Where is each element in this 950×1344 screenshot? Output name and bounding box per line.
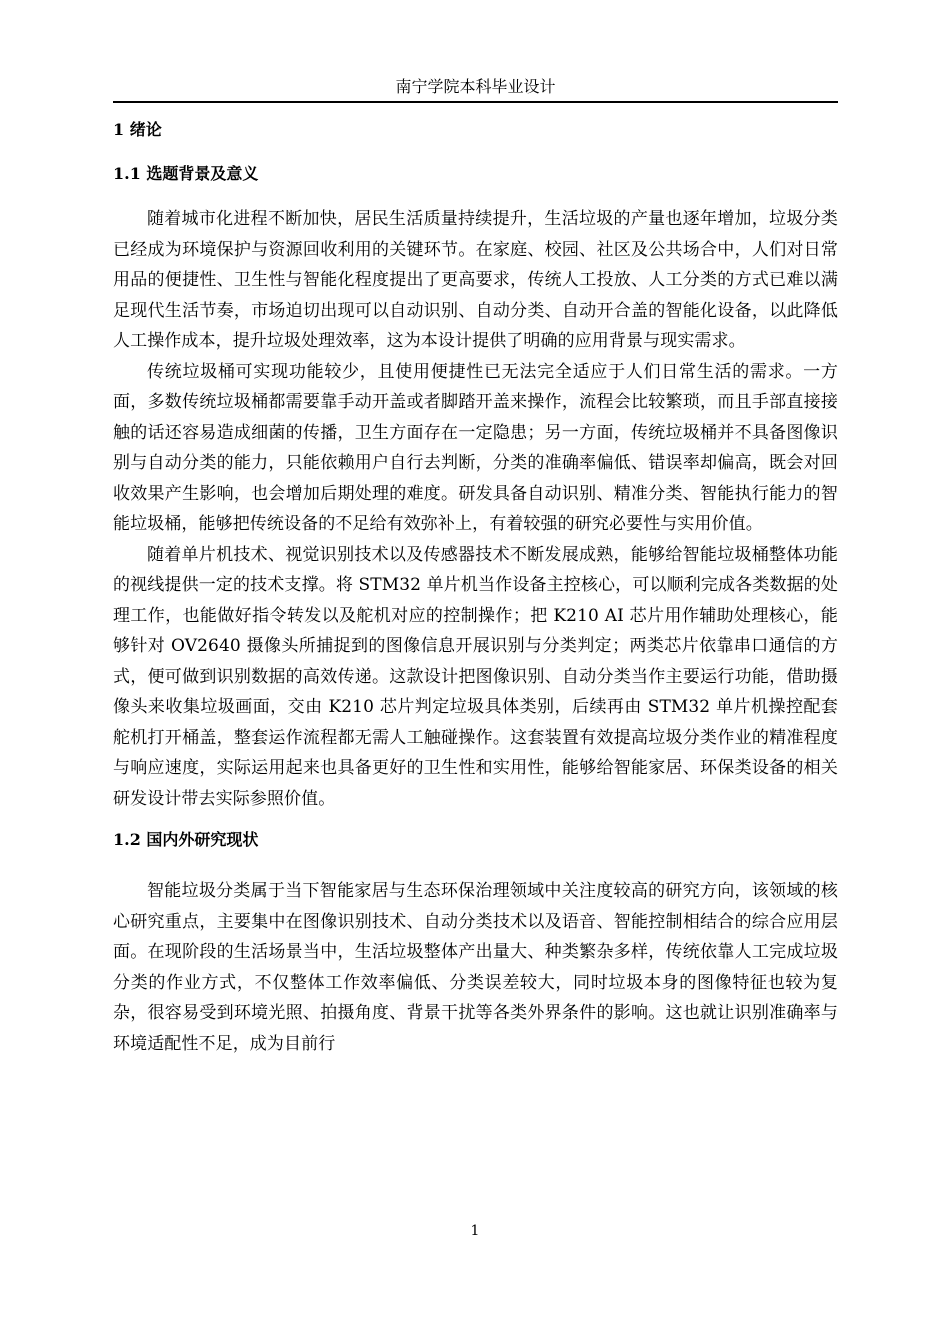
page-number: 1 [470, 1223, 480, 1239]
header-divider [113, 101, 838, 103]
document-body [113, 116, 838, 1059]
chapter-title: 1 绪论 [113, 120, 162, 139]
page-header: 南宁学院本科毕业设计 [395, 77, 556, 96]
section-title: 1.1 选题背景及意义 [113, 164, 259, 183]
paragraph: 智能垃圾分类属于当下智能家居与生态环保治理领域中关注度较高的研究方向，该领域的核心研究重点，主要集中在图像识别技术、自动分类技术以及语音、智能控制相结合的综合应用层面。在现阶段的生活场景当中，生活垃圾整体产出量大、种类繁杂多样，传统依靠人工完成垃圾分类的作业方式，不仅整体工作效率偏低、分类误差较大，同时垃圾本身的图像特征也较为复杂，很容易受到环境光照、拍摄角度、背景干扰等各类外界条件的影响。这也就让识别准确率与环境适配性不足，成为目前行 [113, 881, 838, 1054]
paragraph: 随着城市化进程不断加快，居民生活质量持续提升，生活垃圾的产量也逐年增加，垃圾分类已经成为环境保护与资源回收利用的关键环节。在家庭、校园、社区及公共场合中，人们对日常用品的便捷性、卫生性与智能化程度提出了更高要求，传统人工投放、人工分类的方式已难以满足现代生活节奏，市场迫切出现可以自动识别、自动分类、自动开合盖的智能化设备，以此降低人工操作成本，提升垃圾处理效率，这为本设计提供了明确的应用背景与现实需求。 [113, 209, 838, 351]
paragraph: 传统垃圾桶可实现功能较少，且使用便捷性已无法完全适应于人们日常生活的需求。一方面，多数传统垃圾桶都需要靠手动开盖或者脚踏开盖来操作，流程会比较繁琐，而且手部直接接触的话还容易造成细菌的传播，卫生方面存在一定隐患；另一方面，传统垃圾桶并不具备图像识别与自动分类的能力，只能依赖用户自行去判断，分类的准确率偏低、错误率却偏高，既会对回收效果产生影响，也会增加后期处理的难度。研发具备自动识别、精准分类、智能执行能力的智能垃圾桶，能够把传统设备的不足给有效弥补上，有着较强的研究必要性与实用价值。 [113, 361, 838, 534]
section-title: 1.2 国内外研究现状 [113, 830, 259, 849]
paragraph: 随着单片机技术、视觉识别技术以及传感器技术不断发展成熟，能够给智能垃圾桶整体功能的视线提供一定的技术支撑。将 STM32 单片机当作设备主控核心，可以顺利完成各类数据的处理工作，也能做好指令转发以及舵机对应的控制操作；把 K210 AI 芯片用作辅助处理核心，能够针对 OV2640 摄像头所捕捉到的图像信息开展识别与分类判定；两类芯片依靠串口通信的方式，便可做到识别数据的高效传递。这款设计把图像识别、自动分类当作主要运行功能，借助摄像头来收集垃圾画面，交由 K210 芯片判定垃圾具体类别，后续再由 STM32 单片机操控配套舵机打开桶盖，整套运作流程都无需人工触碰操作。这套装置有效提高垃圾分类作业的精准程度与响应速度，实际运用起来也具备更好的卫生性和实用性，能够给智能家居、环保类设备的相关研发设计带去实际参照价值。 [113, 544, 838, 809]
